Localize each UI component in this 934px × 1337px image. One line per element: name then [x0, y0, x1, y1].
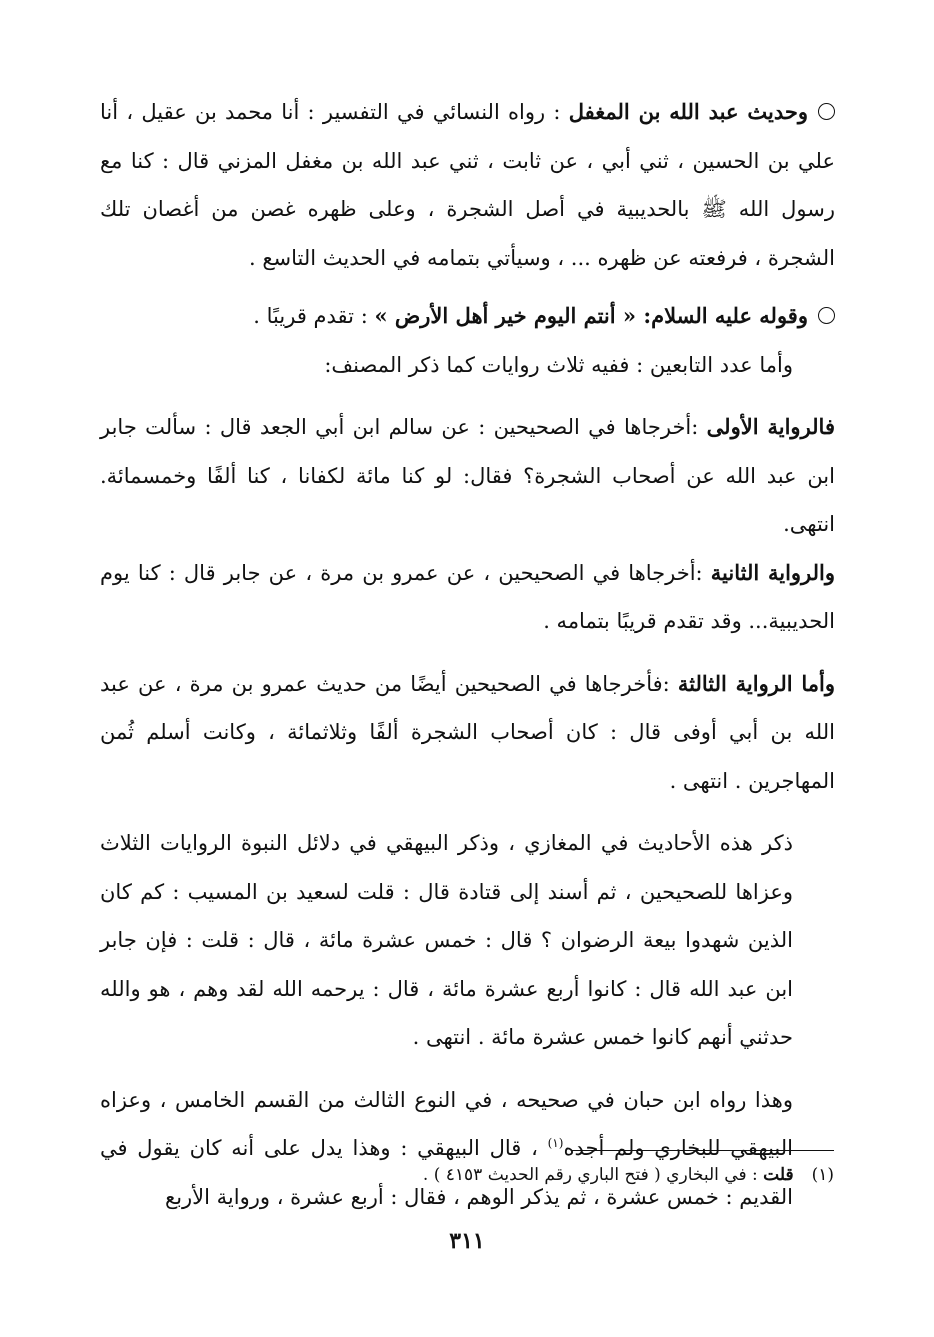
page-body [100, 88, 835, 1221]
footnote [99, 1160, 834, 1190]
paragraph-lead: وحديث عبد الله بن المغفل [568, 99, 808, 124]
paragraph-ibn-hibban [100, 1076, 835, 1222]
paragraph-third-narration [100, 660, 835, 806]
paragraph-text: : تقدم قريبًا . [253, 304, 375, 328]
paragraph-second-narration [100, 549, 835, 646]
paragraph-lead: والرواية الثانية [710, 559, 835, 585]
paragraph-text: وهذا رواه ابن حبان في صحيحه ، في النوع الثالث من القسم الخامس ، وعزاه البيهقي للبخاري ولم أجده [100, 1087, 793, 1160]
paragraph-text: :أخرجاها في الصحيحين ، عن عمرو بن مرة ، عن جابر قال : كنا يوم الحديبية... وقد تقدم قريبًا بتمامه . [100, 560, 835, 633]
paragraph-lead: فالرواية الأولى [706, 414, 835, 439]
paragraph-text-continued: ، قال البيهقي : وهذا يدل على أنه كان يقول في القديم : خمس عشرة ، ثم يذكر الوهم ، فقال : أربع عشرة ، ورواية الأربع [100, 1136, 793, 1209]
footnote-reference: (١) [547, 1136, 564, 1150]
paragraph-text: :فأخرجاها في الصحيحين أيضًا من حديث عمرو بن مرة ، عن عبد الله بن أبي أوفى قال : كان أصحاب الشجرة ألفًا وثلاثمائة ، وكانت أسلم ثُمن المهاجرين . انتهى . [100, 671, 835, 793]
footnote-lead: قلت [763, 1165, 794, 1185]
paragraph-text: ذكر هذه الأحاديث في المغازي ، وذكر البيهقي في دلائل النبوة الروايات الثلاث وعزاها للصحيحين ، ثم أسند إلى قتادة قال : قلت لسعيد بن المسيب : كم كان الذين شهدوا بيعة الرضوان ؟ قال : خمس عشرة مائة ، قال : قلت : فإن جابر ابن عبد الله قال : كانوا أربع عشرة مائة ، قال : يرحمه الله لقد وهم ، هو والله حدثني أنهم كانوا خمس عشرة مائة . انتهى . [100, 831, 793, 1049]
paragraph-lead: وقوله عليه السلام: « أنتم اليوم خير أهل الأرض » [374, 303, 808, 328]
circle-bullet-icon [818, 103, 835, 120]
circle-bullet-icon [818, 307, 835, 324]
footnote-number: (١) [811, 1165, 834, 1185]
paragraph-first-narration [100, 403, 835, 549]
paragraph-text: وأما عدد التابعين : ففيه ثلاث روايات كما ذكر المصنف: [324, 352, 793, 377]
paragraph-text: : رواه النسائي في التفسير : أنا محمد بن عقيل ، أنا علي بن الحسين ، ثني أبي ، عن ثابت ، ثني عبد الله بن مغفل المزني قال : كنا مع رسول الله ﷺ بالحديبية في أصل الشجرة ، وعلى ظهره غصن من أغصان تلك الشجرة ، فرفعته عن ظهره ... ، وسيأتي بتمامه في الحديث التاسع . [100, 100, 835, 270]
paragraph-text: :أخرجاها في الصحيحين : عن سالم ابن أبي الجعد قال : سألت جابر ابن عبد الله عن أصحاب الشجرة؟ فقال: لو كنا مائة لكفانا ، كنا ألفًا وخمسمائة. انتهى. [100, 415, 835, 536]
paragraph-lead: وأما الرواية الثالثة [677, 670, 835, 696]
paragraph-abdullah-mughaffal [100, 88, 835, 282]
footnote-divider [572, 1150, 834, 1151]
paragraph-tabieen-count [100, 341, 835, 390]
footnote-text: : في البخاري ( فتح الباري رقم الحديث ٤١٥٣ ) . [422, 1165, 764, 1185]
page-number: ٣١١ [449, 1228, 485, 1254]
paragraph-bayhaqi-dalail [100, 819, 835, 1062]
paragraph-best-of-earth [100, 292, 835, 341]
